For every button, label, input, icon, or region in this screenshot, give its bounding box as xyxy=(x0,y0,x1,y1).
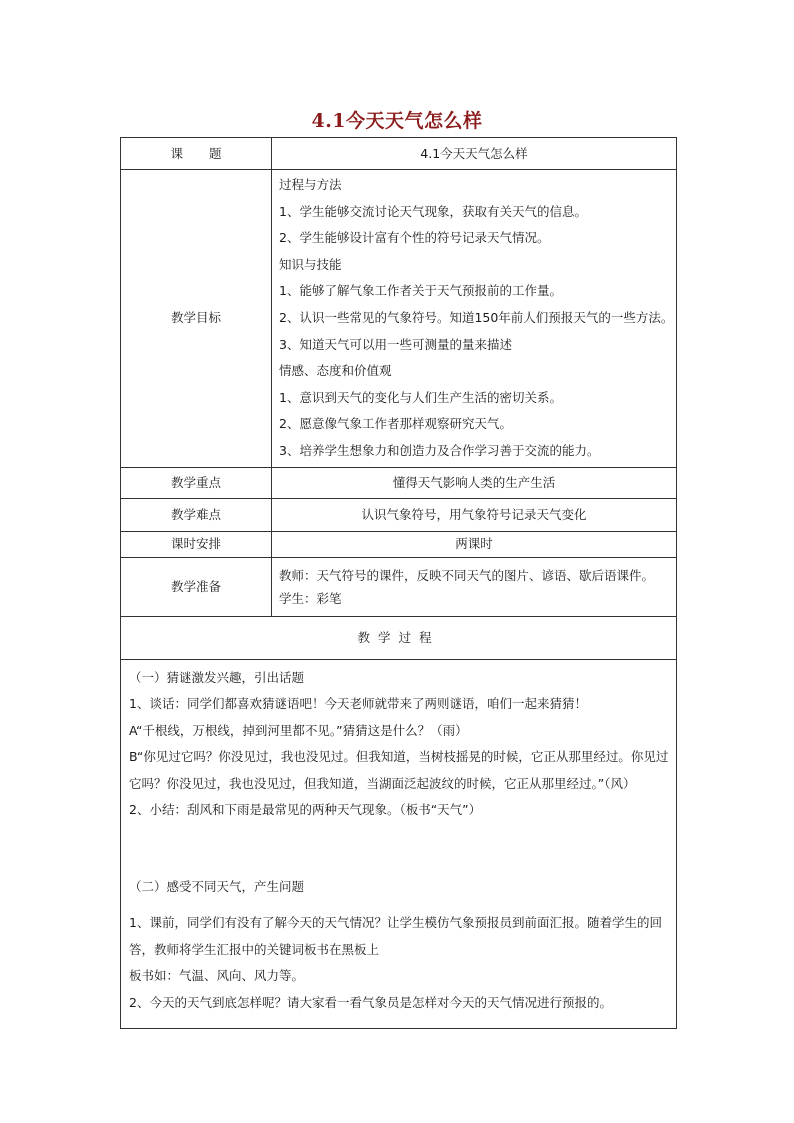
key-point-label: 教学重点 xyxy=(121,467,272,498)
section-title: （一）猜谜激发兴趣，引出话题 xyxy=(129,669,305,685)
topic-label: 课题 xyxy=(121,138,272,170)
objective-line: 过程与方法 xyxy=(279,177,342,192)
lesson-plan-table xyxy=(120,137,677,1029)
objective-line: 3、培养学生想象力和创造力及合作学习善于交流的能力。 xyxy=(279,442,600,458)
objectives-row xyxy=(121,170,677,468)
objective-line: 2、学生能够设计富有个性的符号记录天气情况。 xyxy=(279,230,550,246)
difficulty-label: 教学难点 xyxy=(121,498,272,531)
objective-line: 2、认识一些常见的气象符号。知道150年前人们预报天气的一些方法。 xyxy=(279,309,674,325)
objective-line: 1、能够了解气象工作者关于天气预报前的工作量。 xyxy=(279,283,562,299)
paragraph: 1、谈话：同学们都喜欢猜谜语吧！今天老师就带来了两则谜语，咱们一起来猜猜！ xyxy=(129,696,587,712)
topic-value: 4.1今天天气怎么样 xyxy=(272,138,677,170)
preparation-label: 教学准备 xyxy=(121,557,272,616)
paragraph: 板书如：气温、风向、风力等。 xyxy=(129,968,305,984)
objective-line: 3、知道天气可以用一些可测量的量来描述 xyxy=(279,336,512,352)
objective-line: 情感、态度和价值观 xyxy=(279,363,392,379)
process-content xyxy=(121,659,677,1028)
objectives-list xyxy=(272,170,677,468)
difficulty-row xyxy=(121,498,677,531)
key-point-row xyxy=(121,467,677,498)
objective-line: 1、意识到天气的变化与人们生产生活的密切关系。 xyxy=(279,389,562,405)
key-point-value: 懂得天气影响人类的生产生活 xyxy=(272,467,677,498)
schedule-label: 课时安排 xyxy=(121,531,272,557)
schedule-row xyxy=(121,531,677,557)
objective-line: 2、愿意像气象工作者那样观察研究天气。 xyxy=(279,416,512,432)
section-title: （二）感受不同天气，产生问题 xyxy=(129,878,305,894)
objectives-label: 教学目标 xyxy=(121,170,272,468)
preparation-line: 教师：天气符号的课件，反映不同天气的图片、谚语、歇后语课件。 xyxy=(279,567,655,583)
difficulty-value: 认识气象符号，用气象符号记录天气变化 xyxy=(272,498,677,531)
page-title: 4.1今天天气怎么样 xyxy=(311,110,483,132)
objective-line: 1、学生能够交流讨论天气现象，获取有关天气的信息。 xyxy=(279,203,587,219)
paragraph: 2、今天的天气到底怎样呢？请大家看一看气象员是怎样对今天的天气情况进行预报的。 xyxy=(129,994,612,1010)
process-row xyxy=(121,659,677,1028)
schedule-value: 两课时 xyxy=(272,531,677,557)
objective-line: 知识与技能 xyxy=(279,256,342,272)
preparation-line: 学生：彩笔 xyxy=(279,590,342,606)
preparation-row xyxy=(121,557,677,616)
paragraph: 2、小结：刮风和下雨是最常见的两种天气现象。（板书“天气”） xyxy=(129,802,482,818)
process-header: 教学过程 xyxy=(121,616,677,659)
preparation-list xyxy=(272,557,677,616)
topic-row xyxy=(121,138,677,170)
riddle-a: A“千根线，万根线，掉到河里都不见。”猜猜这是什么？（雨） xyxy=(129,722,468,738)
riddle-b: B“你见过它吗？你没见过，我也没见过。但我知道，当树枝摇晃的时候，它正从那里经过。你见过它吗？你没见过，我也没见过，但我知道，当湖面泛起波纹的时候，它正从那里经过。”（风） xyxy=(129,749,669,791)
paragraph: 1、课前，同学们有没有了解今天的天气情况？让学生模仿气象预报员到前面汇报。随着学生的回答，教师将学生汇报中的关键词板书在黑板上 xyxy=(129,915,662,957)
process-header-row xyxy=(121,616,677,659)
